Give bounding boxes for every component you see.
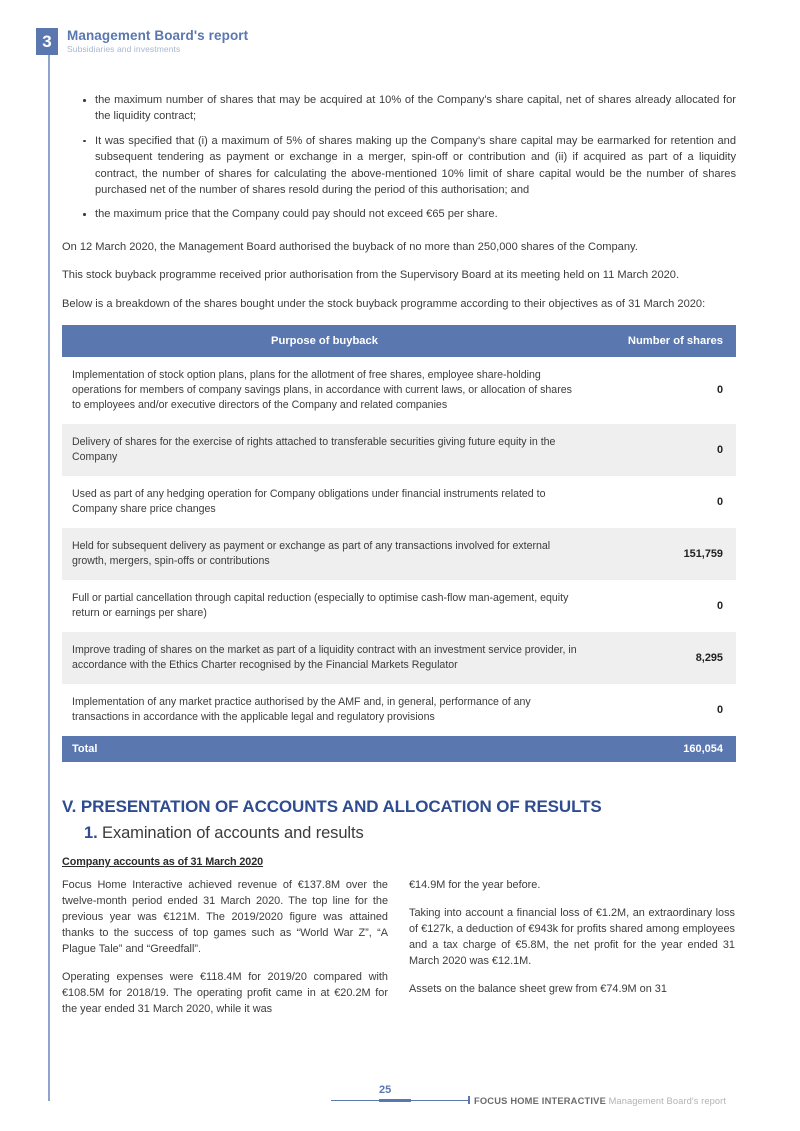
header-title: Management Board's report [67,28,249,43]
footer-tick-icon [468,1096,470,1104]
page-header [36,28,248,55]
footer-page-marker [379,1099,411,1102]
list-item: the maximum number of shares that may be acquired at 10% of the Company's share capital, net of shares already allocated for the liquidity contract; [62,92,736,125]
cell-number: 8,295 [587,632,736,684]
cell-number: 0 [587,424,736,476]
paragraph-authorisation: On 12 March 2020, the Management Board authorised the buyback of no more than 250,000 shares of the Company. [62,240,638,253]
subsection-number: 1. [84,824,98,843]
table-row [62,684,736,736]
column-header-number: Number of shares [587,325,736,357]
table-row [62,357,736,424]
cell-purpose: Implementation of stock option plans, plans for the allotment of free shares, employee share-holding operations for members of company savings plans, in accordance with current laws, or allocation of shares to employees and/or executive directors of the Company and related companies [62,357,587,424]
paragraph: €14.9M for the year before. [409,879,541,892]
cell-number: 0 [587,580,736,632]
table-header [62,325,736,357]
section-heading: V. PRESENTATION OF ACCOUNTS AND ALLOCATION OF RESULTS [62,797,602,817]
cell-purpose: Held for subsequent delivery as payment or exchange as part of any transactions involved for external growth, mergers, spin-offs or contributions [62,528,587,580]
footer-section-name: Management Board's report [608,1096,727,1106]
cell-purpose: Delivery of shares for the exercise of rights attached to transferable securities giving future equity in the Company [62,424,587,476]
table-row [62,424,736,476]
paragraph: Operating expenses were €118.4M for 2019/20 compared with €108.5M for 2018/19. The operating profit came in at €20.2M for the year ended 31 March 2020, while it was [62,970,388,1015]
table-total-row [62,736,736,762]
paragraph-breakdown-intro: Below is a breakdown of the shares bought under the stock buyback programme according to their objectives as of 31 March 2020: [62,298,706,311]
chapter-number-badge: 3 [36,28,58,55]
cell-total-value: 160,054 [587,736,736,762]
buyback-conditions-list [62,92,736,223]
table-body [62,357,736,762]
cell-number: 0 [587,357,736,424]
column-header-purpose: Purpose of buyback [62,325,587,357]
paragraph: Focus Home Interactive achieved revenue of €137.8M over the twelve-month period ended 31 March 2020. The top line for the previous year was €121M. The 2019/2020 figure was attained thanks to the success of top games such as “World War Z”, “A Plague Tale” and “Greedfall”. [62,879,388,955]
sub-subheading: Company accounts as of 31 March 2020 [62,856,264,869]
table-header-row [62,325,736,357]
left-margin-rule [48,55,50,1101]
cell-purpose: Full or partial cancellation through capital reduction (especially to optimise cash-flow man-agement, equity return or earnings per share) [62,580,587,632]
page-number: 25 [379,1084,392,1096]
cell-number: 0 [587,684,736,736]
paragraph-supervisory-board: This stock buyback programme received prior authorisation from the Supervisory Board at its meeting held on 11 March 2020. [62,269,680,282]
cell-purpose: Used as part of any hedging operation for Company obligations under financial instruments related to Company share price changes [62,476,587,528]
paragraph: Assets on the balance sheet grew from €74.9M on 31 [409,982,667,995]
footer-brand: FOCUS HOME INTERACTIVE [474,1096,606,1106]
table-row [62,580,736,632]
list-item: It was specified that (i) a maximum of 5% of shares making up the Company's share capital may be earmarked for retention and subsequent tendering as payment or exchange in a merger, spin-off or contribution and (ii) if acquired as part of a liquidity contract, the number of shares for calculating the above-mentioned 10% limit of share capital would be the number of shares purchased net of the number of shares resold during the period of this authorisation; and [62,133,736,199]
paragraph: Taking into account a financial loss of €1.2M, an extraordinary loss of €127k, a deduction of €943k for profits shared among employees and a tax charge of €5.8M, the net profit for the year ended 31 March 2020 was €12.1M. [409,907,735,967]
cell-purpose: Improve trading of shares on the market as part of a liquidity contract with an investment service provider, in accordance with the Ethics Charter recognised by the Financial Markets Regulator [62,632,587,684]
page-content [62,92,736,1030]
cell-purpose: Implementation of any market practice authorised by the AMF and, in general, performance of any transactions in accordance with the applicable legal and regulatory provisions [62,684,587,736]
header-subtitle: Subsidiaries and investments [67,43,181,54]
cell-number: 151,759 [587,528,736,580]
table-row [62,632,736,684]
subsection-title: Examination of accounts and results [102,824,364,843]
body-column-right [409,878,735,1029]
list-item: the maximum price that the Company could pay should not exceed €65 per share. [62,206,736,222]
subsection-heading [62,824,736,843]
cell-total-label: Total [62,736,587,762]
header-title-group [67,28,248,54]
footer-text [474,1096,726,1106]
two-column-body [62,878,736,1029]
table-row [62,528,736,580]
body-column-left [62,878,388,1029]
cell-number: 0 [587,476,736,528]
table-row [62,476,736,528]
buyback-table [62,325,736,762]
page-footer [0,1079,800,1113]
